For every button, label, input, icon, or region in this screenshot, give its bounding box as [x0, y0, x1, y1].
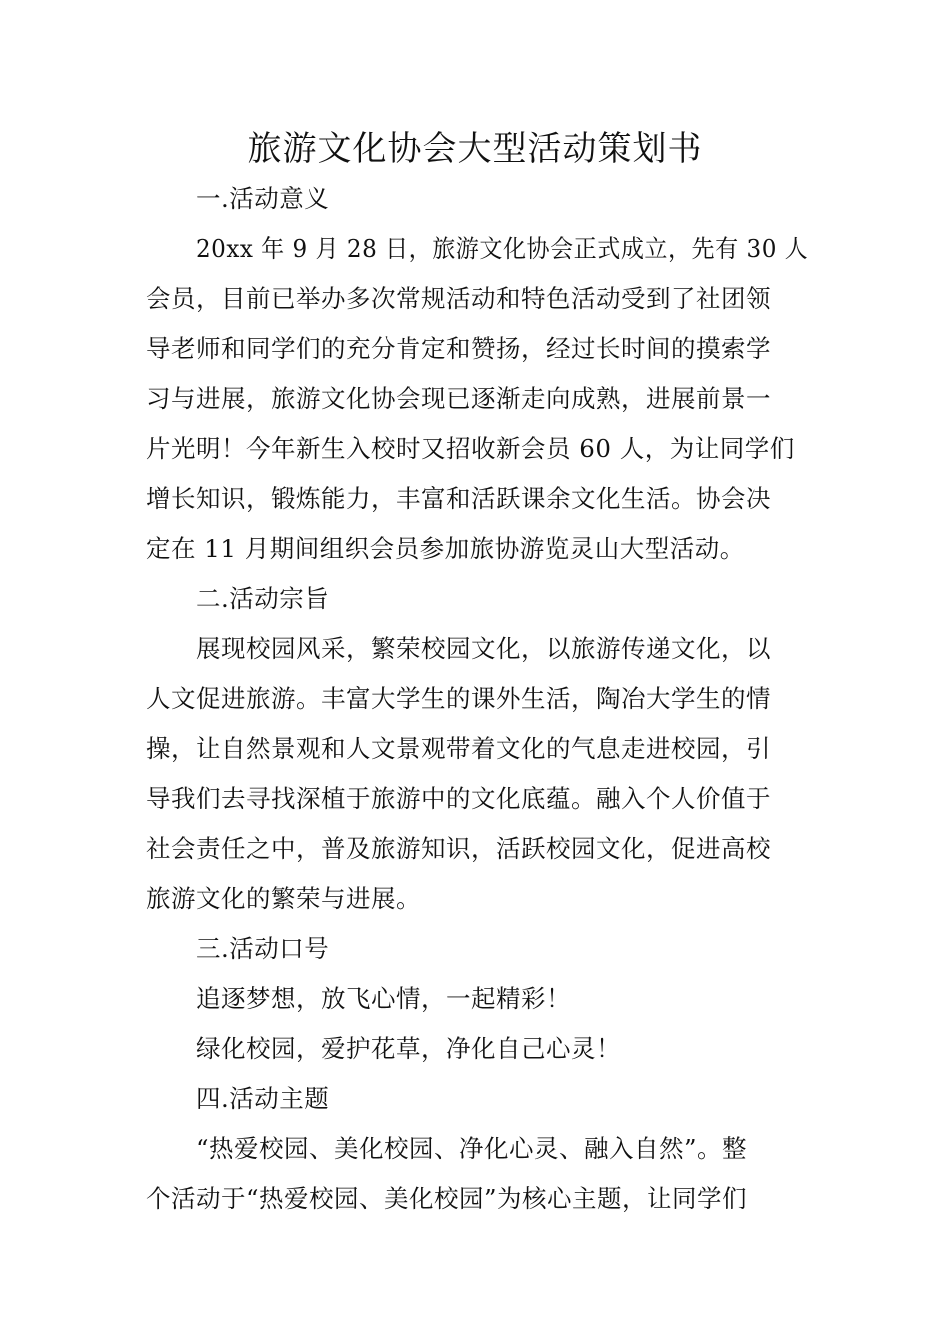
slogan-line: 追逐梦想，放飞心情，一起精彩！ — [196, 984, 571, 1013]
paragraph-line: 片光明！今年新生入校时又招收新会员 60 人，为让同学们 — [146, 434, 795, 463]
paragraph-line: 操，让自然景观和人文景观带着文化的气息走进校园，引 — [146, 734, 771, 763]
document-title: 旅游文化协会大型活动策划书 — [247, 129, 703, 169]
paragraph-line: “热爱校园、美化校园、净化心灵、融入自然”。整 — [196, 1134, 748, 1163]
paragraph-line: 会员，目前已举办多次常规活动和特色活动受到了社团领 — [146, 284, 771, 313]
paragraph-line: 20xx 年 9 月 28 日，旅游文化协会正式成立，先有 30 人 — [196, 234, 809, 263]
paragraph-line: 旅游文化的繁荣与进展。 — [146, 884, 421, 913]
paragraph-line: 导老师和同学们的充分肯定和赞扬，经过长时间的摸索学 — [146, 334, 771, 363]
paragraph-line: 人文促进旅游。丰富大学生的课外生活，陶冶大学生的情 — [146, 684, 771, 713]
paragraph-line: 导我们去寻找深植于旅游中的文化底蕴。融入个人价值于 — [146, 784, 771, 813]
section-heading-4: 四.活动主题 — [196, 1084, 330, 1113]
paragraph-line: 习与进展，旅游文化协会现已逐渐走向成熟，进展前景一 — [146, 384, 771, 413]
section-heading-3: 三.活动口号 — [196, 934, 330, 963]
slogan-line: 绿化校园，爱护花草，净化自己心灵！ — [196, 1034, 621, 1063]
paragraph-line: 展现校园风采，繁荣校园文化，以旅游传递文化，以 — [196, 634, 771, 663]
paragraph-line: 增长知识，锻炼能力，丰富和活跃课余文化生活。协会决 — [146, 484, 771, 513]
paragraph-line: 个活动于“热爱校园、美化校园”为核心主题，让同学们 — [146, 1184, 748, 1213]
section-heading-1: 一.活动意义 — [196, 184, 330, 213]
section-heading-2: 二.活动宗旨 — [196, 584, 330, 613]
paragraph-line: 社会责任之中，普及旅游知识，活跃校园文化，促进高校 — [146, 834, 771, 863]
paragraph-line: 定在 11 月期间组织会员参加旅协游览灵山大型活动。 — [146, 534, 745, 563]
